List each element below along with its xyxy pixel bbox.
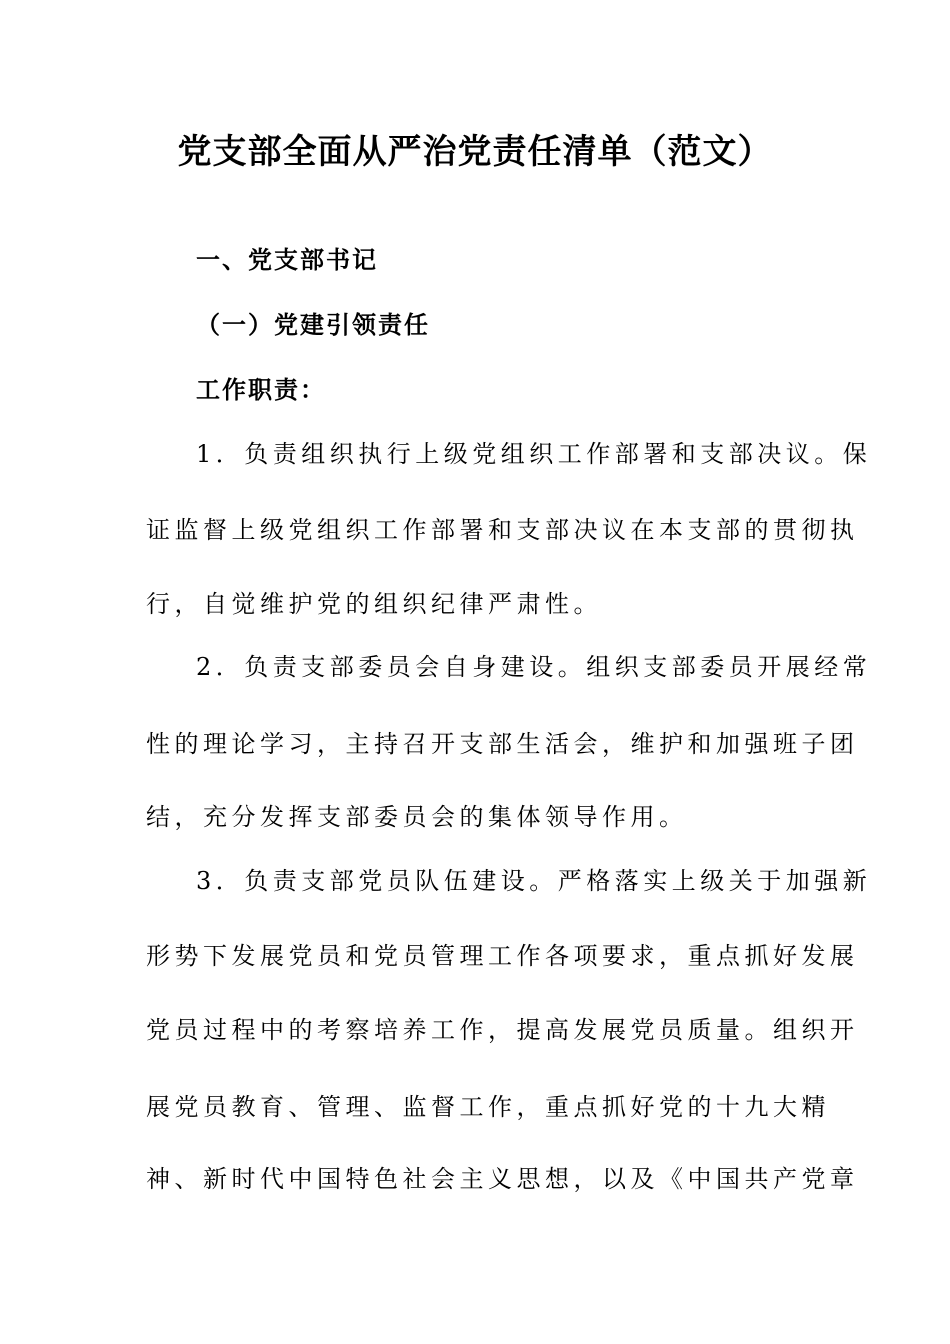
paragraph-line: 2．负责支部委员会自身建设。组织支部委员开展经常	[196, 653, 872, 681]
paragraph-line: 性的理论学习，主持召开支部生活会，维护和加强班子团	[146, 730, 859, 758]
paragraph-line: 形势下发展党员和党员管理工作各项要求，重点抓好发展	[146, 942, 859, 970]
subsection-heading: （一）党建引领责任	[196, 310, 430, 339]
document-title: 党支部全面从严治党责任清单（范文）	[177, 132, 773, 172]
section-heading: 一、党支部书记	[196, 245, 378, 274]
paragraph-line: 1．负责组织执行上级党组织工作部署和支部决议。保	[196, 440, 872, 468]
paragraph-line: 行，自觉维护党的组织纪律严肃性。	[146, 590, 602, 618]
paragraph-line: 证监督上级党组织工作部署和支部决议在本支部的贯彻执	[146, 516, 859, 544]
paragraph-line: 结，充分发挥支部委员会的集体领导作用。	[146, 803, 688, 831]
paragraph-line: 展党员教育、管理、监督工作，重点抓好党的十九大精	[146, 1093, 830, 1121]
duties-heading: 工作职责：	[196, 375, 326, 404]
paragraph-line: 神、新时代中国特色社会主义思想，以及《中国共产党章	[146, 1165, 859, 1193]
paragraph-line: 3．负责支部党员队伍建设。严格落实上级关于加强新	[196, 867, 872, 895]
paragraph-line: 党员过程中的考察培养工作，提高发展党员质量。组织开	[146, 1016, 859, 1044]
